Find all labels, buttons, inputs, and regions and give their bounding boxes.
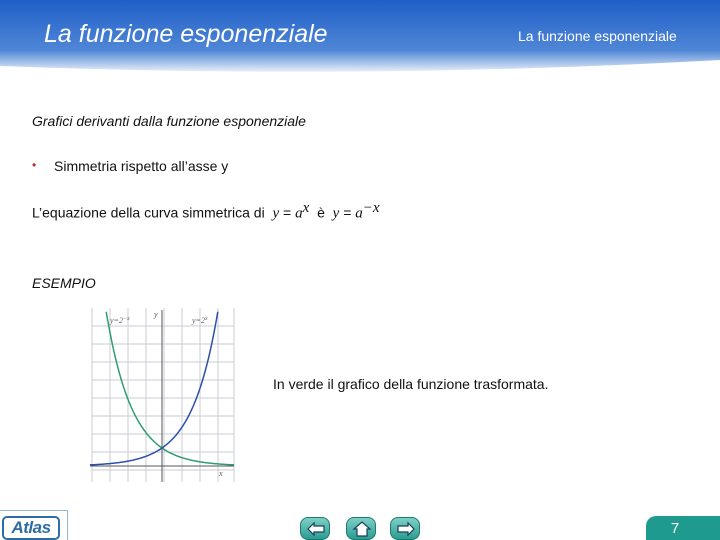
prev-slide-button[interactable] [300,517,330,540]
arrow-right-icon [396,521,416,537]
graph-caption: In verde il grafico della funzione trasformata. [273,376,549,392]
y-axis-label: y [154,310,158,319]
home-button[interactable] [346,517,376,540]
example-label: ESEMPIO [32,275,96,291]
equation-line: L’equazione della curva simmetrica di $y = a^x$ è $y = a^{-x}$ [32,200,380,222]
label-right: $y=2^x$ [192,316,208,325]
page-number: 7 [670,520,680,537]
graph-grid [92,308,234,482]
eq-left-exp: x [302,200,310,216]
eq-right-base: a [355,205,363,222]
next-slide-button[interactable] [390,517,420,540]
slide-section-title: La funzione esponenziale [518,28,677,44]
slide-subtitle: Grafici derivanti dalla funzione esponenziale [32,113,306,129]
slide-header [0,0,720,78]
eq-right-exp: −x [362,200,380,216]
atlas-logo: Atlas [2,516,60,540]
x-axis-label: x [219,469,223,478]
page-number-tab [646,516,720,540]
home-icon [352,521,372,537]
eq-left-y: y [272,205,280,222]
eq-right-y: y [332,205,340,222]
equation-prefix: L’equazione della curva simmetrica di [32,204,265,221]
eq-join: è [317,204,325,221]
exponential-graph [88,306,238,486]
bullet-dot-icon: • [32,158,37,172]
arrow-left-icon [306,521,326,537]
label-left: $y=2^{-x}$ [110,316,130,325]
slide-title: La funzione esponenziale [44,20,328,48]
bullet-text: Simmetria rispetto all’asse y [54,158,229,174]
eq-left-base: a [295,205,303,222]
